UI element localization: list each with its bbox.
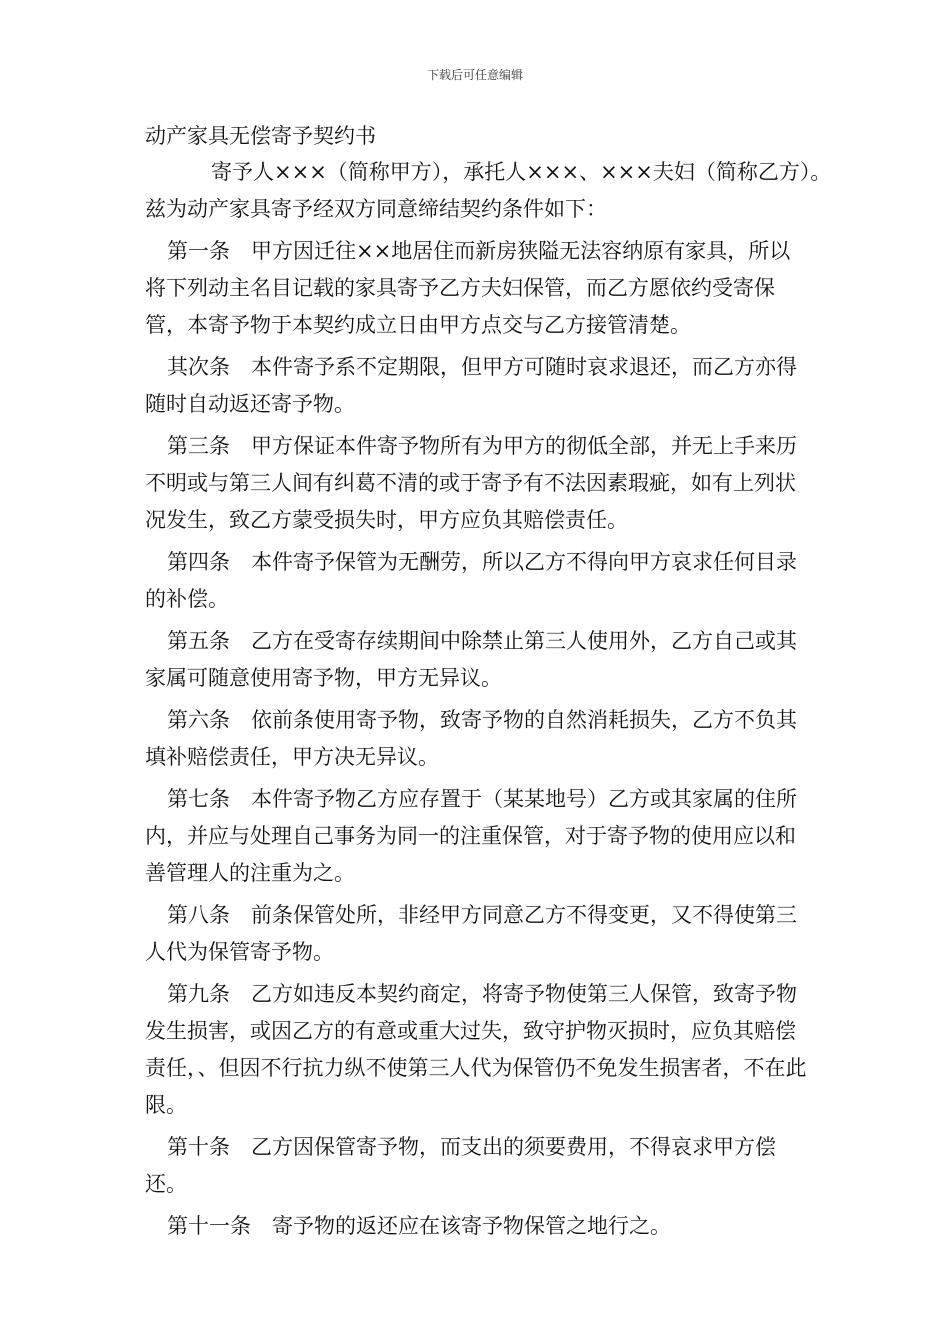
article-text: 乙方在受寄存续期间中除禁止第三人使用外，乙方自己或其家属可随意使用寄予物，甲方无异议。 (145, 629, 797, 690)
document-title: 动产家具无偿寄予契约书 (145, 124, 376, 148)
article-11 (145, 1208, 810, 1245)
article-number: 第四条 (167, 550, 230, 574)
header-note: 下载后可任意编辑 (426, 68, 523, 82)
intro-statement: 兹为动产家具寄予经双方同意缔结契约条件如下： (145, 197, 607, 221)
article-10 (145, 1129, 810, 1203)
article-3 (145, 428, 810, 539)
article-number: 第三条 (167, 434, 230, 458)
article-2 (145, 349, 810, 423)
article-text: 依前条使用寄予物，致寄予物的自然消耗损失，乙方不负其填补赔偿责任，甲方决无异议。 (145, 708, 797, 769)
article-text: 甲方因迁往××地居住而新房狭隘无法容纳原有家具，所以将下列动主名目记载的家具寄予乙方夫妇保管，而乙方愿依约受寄保管，本寄予物于本契约成立日由甲方点交与乙方接管清楚。 (145, 239, 791, 337)
article-1 (145, 233, 810, 344)
article-text: 甲方保证本件寄予物所有为甲方的彻低全部，并无上手来历不明或与第三人间有纠葛不清的或于寄予有不法因素瑕疵，如有上列状况发生，致乙方蒙受损失时，甲方应负其赔偿责任。 (145, 434, 797, 532)
article-number: 第九条 (167, 982, 230, 1006)
document-body (145, 118, 832, 1250)
article-number: 第七条 (167, 787, 230, 811)
article-6 (145, 702, 810, 776)
article-7 (145, 781, 810, 892)
article-text: 本件寄予物乙方应存置于（某某地号）乙方或其家属的住所内，并应与处理自己事务为同一的注重保管，对于寄予物的使用应以和善管理人的注重为之。 (145, 787, 797, 885)
article-text: 本件寄予保管为无酬劳，所以乙方不得向甲方哀求任何目录的补偿。 (145, 550, 797, 611)
article-text: 乙方如违反本契约商定，将寄予物使第三人保管，致寄予物发生损害，或因乙方的有意或重大过失，致守护物灭损时，应负其赔偿责任，、但因不行抗力纵不使第三人代为保管仍不免发生损害者，不在此限。 (145, 982, 807, 1117)
article-number: 第十一条 (167, 1214, 251, 1238)
article-8 (145, 897, 810, 971)
article-number: 第一条 (167, 239, 230, 263)
article-text: 前条保管处所，非经甲方同意乙方不得变更，又不得使第三人代为保管寄予物。 (145, 903, 797, 964)
article-number: 第五条 (167, 629, 230, 653)
article-text: 本件寄予系不定期限，但甲方可随时哀求退还，而乙方亦得随时自动返还寄予物。 (145, 355, 797, 416)
article-9 (145, 976, 810, 1124)
article-number: 其次条 (167, 355, 230, 379)
article-4 (145, 544, 810, 618)
intro-parties: 寄予人×××（简称甲方），承托人×××、×××夫妇（简称乙方）。 (211, 160, 832, 184)
article-number: 第八条 (167, 903, 230, 927)
article-5 (145, 623, 810, 697)
article-text: 寄予物的返还应在该寄予物保管之地行之。 (272, 1214, 671, 1238)
article-number: 第十条 (167, 1135, 230, 1159)
article-number: 第六条 (167, 708, 230, 732)
article-text: 乙方因保管寄予物，而支出的须要费用，不得哀求甲方偿还。 (145, 1135, 776, 1196)
